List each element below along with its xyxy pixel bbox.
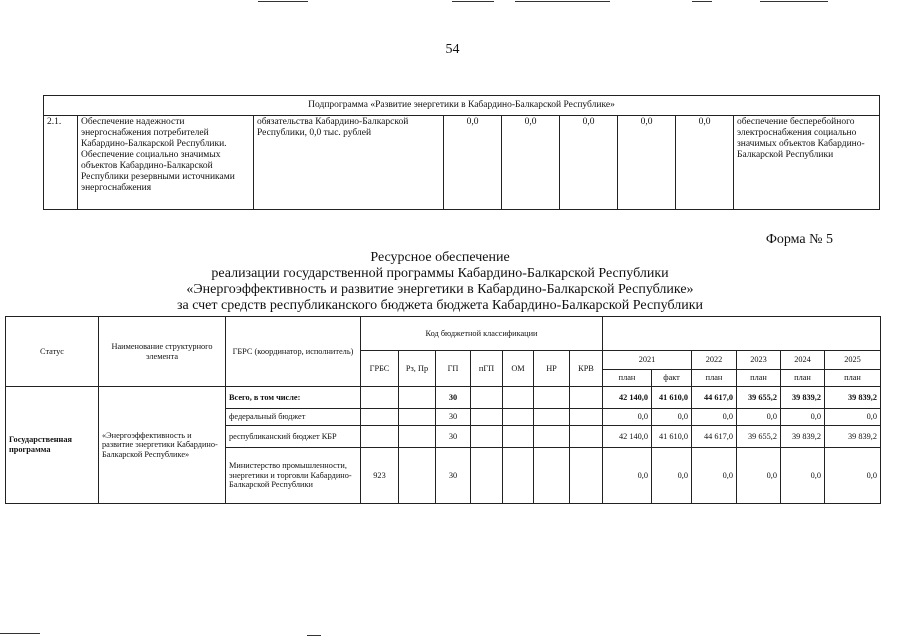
value-cell: 41 610,0: [652, 426, 692, 448]
status-cell: Государственная программа: [6, 387, 99, 504]
value-cell: 0,0: [652, 409, 692, 426]
row-obligation: обязательства Кабардино-Балкарской Республики, 0,0 тыс. рублей: [254, 116, 444, 210]
code-cell: [534, 387, 570, 409]
code-cell: [471, 387, 503, 409]
executor-cell: республиканский бюджет КБР: [226, 426, 361, 448]
header-code: ОМ: [503, 351, 534, 387]
heading-line: «Энергоэффективность и развитие энергетики в Кабардино-Балкарской Республике»: [186, 282, 694, 297]
header-year: 2022: [692, 351, 737, 370]
code-cell: [570, 426, 603, 448]
code-cell: [399, 448, 436, 504]
header-name: Наименование структурного элемента: [99, 317, 226, 387]
code-cell: [503, 426, 534, 448]
row-value: 0,0: [618, 116, 676, 210]
executor-cell: Всего, в том числе:: [226, 387, 361, 409]
table-row: [44, 116, 880, 210]
value-cell: 42 140,0: [603, 387, 652, 409]
value-cell: 0,0: [781, 409, 825, 426]
header-subhead: план: [692, 370, 737, 387]
code-cell: [503, 409, 534, 426]
gp-cell: 30: [436, 387, 471, 409]
header-year: 2021: [603, 351, 692, 370]
header-year: 2023: [737, 351, 781, 370]
scan-mark: [515, 1, 610, 2]
heading-line: Ресурсное обеспечение: [370, 250, 510, 265]
grbs-cell: [361, 426, 399, 448]
code-cell: [534, 409, 570, 426]
code-cell: [471, 426, 503, 448]
scan-mark: [307, 635, 321, 636]
value-cell: 0,0: [692, 409, 737, 426]
code-cell: [534, 426, 570, 448]
code-cell: [503, 448, 534, 504]
header-code: ГРБС: [361, 351, 399, 387]
code-cell: [534, 448, 570, 504]
table-row: [6, 387, 881, 409]
scan-mark: [760, 1, 828, 2]
scan-mark: [258, 1, 308, 2]
value-cell: 39 655,2: [737, 426, 781, 448]
value-cell: 0,0: [825, 409, 881, 426]
header-subhead: план: [737, 370, 781, 387]
header-status: Статус: [6, 317, 99, 387]
scan-mark: [0, 633, 40, 634]
value-cell: 0,0: [652, 448, 692, 504]
code-cell: [399, 409, 436, 426]
value-cell: 0,0: [737, 448, 781, 504]
subprogram-table: [43, 95, 880, 210]
value-cell: 44 617,0: [692, 426, 737, 448]
value-cell: 0,0: [692, 448, 737, 504]
header-code: НР: [534, 351, 570, 387]
element-name-cell: «Энергоэффективность и развитие энергетики Кабардино-Балкарской Республике»: [99, 387, 226, 504]
executor-cell: Министерство промышленности, энергетики и торговли Кабардино-Балкарской Республики: [226, 448, 361, 504]
header-grbs-executor: ГБРС (координатор, исполнитель): [226, 317, 361, 387]
header-code: пГП: [471, 351, 503, 387]
subprogram-title: Подпрограмма «Развитие энергетики в Кабардино-Балкарской Республике»: [44, 96, 880, 116]
gp-cell: 30: [436, 448, 471, 504]
header-budget-code: Код бюджетной классификации: [361, 317, 603, 351]
row-value: 0,0: [444, 116, 502, 210]
header-subhead: план: [825, 370, 881, 387]
document-heading: [0, 250, 880, 314]
executor-cell: федеральный бюджет: [226, 409, 361, 426]
header-code: КРВ: [570, 351, 603, 387]
code-cell: [471, 409, 503, 426]
grbs-cell: 923: [361, 448, 399, 504]
row-value: 0,0: [676, 116, 734, 210]
row-value: 0,0: [502, 116, 560, 210]
header-year: 2025: [825, 351, 881, 370]
gp-cell: 30: [436, 426, 471, 448]
header-subhead: план: [781, 370, 825, 387]
code-cell: [570, 387, 603, 409]
code-cell: [471, 448, 503, 504]
row-index: 2.1.: [44, 116, 78, 210]
heading-line: за счет средств республиканского бюджета бюджета Кабардино-Балкарской Республики: [176, 298, 704, 313]
value-cell: 42 140,0: [603, 426, 652, 448]
form-label: Форма № 5: [765, 232, 833, 247]
value-cell: 0,0: [603, 448, 652, 504]
row-value: 0,0: [560, 116, 618, 210]
code-cell: [570, 448, 603, 504]
page-number: 54: [445, 42, 460, 57]
value-cell: 44 617,0: [692, 387, 737, 409]
grbs-cell: [361, 387, 399, 409]
code-cell: [570, 409, 603, 426]
grbs-cell: [361, 409, 399, 426]
header-row: [6, 317, 881, 351]
row-result: обеспечение бесперебойного электроснабжения социально значимых объектов Кабардино-Балкарской Республики: [734, 116, 880, 210]
heading-line: реализации государственной программы Кабардино-Балкарской Республики: [211, 266, 669, 281]
code-cell: [399, 387, 436, 409]
header-subhead: факт: [652, 370, 692, 387]
header-subhead: план: [603, 370, 652, 387]
gp-cell: 30: [436, 409, 471, 426]
header-code: Рз, Пр: [399, 351, 436, 387]
value-cell: 0,0: [825, 448, 881, 504]
value-cell: 39 839,2: [825, 426, 881, 448]
scan-mark: [452, 1, 494, 2]
row-description: Обеспечение надежности энергоснабжения потребителей Кабардино-Балкарской Республики. Обеспечение социально значимых объектов Кабардино-Балкарской Республики резервными источниками энергоснабжения: [78, 116, 254, 210]
header-blank: [603, 317, 881, 351]
value-cell: 39 655,2: [737, 387, 781, 409]
header-code: ГП: [436, 351, 471, 387]
value-cell: 39 839,2: [781, 387, 825, 409]
value-cell: 0,0: [603, 409, 652, 426]
value-cell: 39 839,2: [825, 387, 881, 409]
header-year: 2024: [781, 351, 825, 370]
scan-mark: [692, 1, 712, 2]
value-cell: 0,0: [781, 448, 825, 504]
value-cell: 41 610,0: [652, 387, 692, 409]
value-cell: 0,0: [737, 409, 781, 426]
code-cell: [399, 426, 436, 448]
value-cell: 39 839,2: [781, 426, 825, 448]
resource-table: [5, 316, 881, 504]
subprogram-title-row: [44, 96, 880, 116]
code-cell: [503, 387, 534, 409]
